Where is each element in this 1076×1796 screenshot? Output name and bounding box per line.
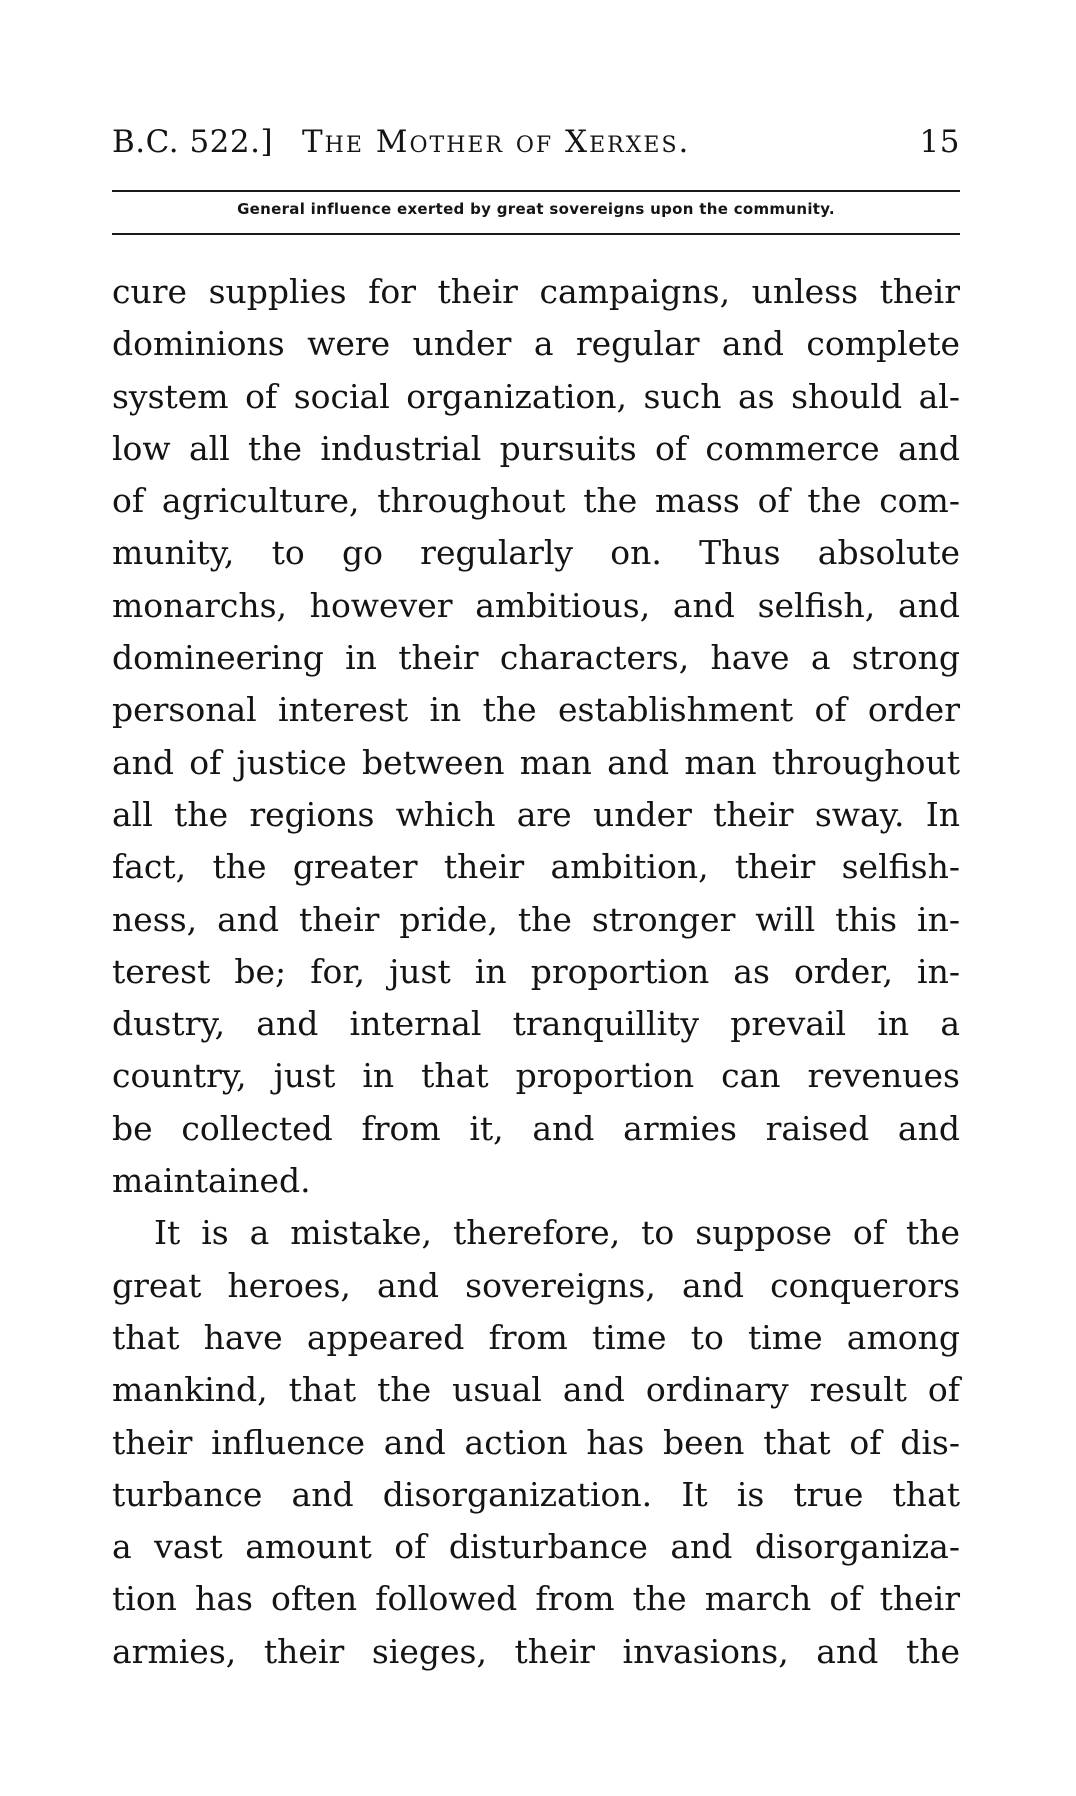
header-rule-bottom [112,233,960,235]
text-line: maintained. [112,1161,311,1201]
text-line: country, just in that proportion can revenues [112,1056,960,1096]
page-summary: General influence exerted by great sovereigns upon the community. [237,200,835,218]
body-text [112,266,960,1678]
text-line: of agriculture, throughout the mass of the com- [112,481,960,521]
paragraph-2 [112,1207,960,1678]
text-line: dominions were under a regular and complete [112,324,960,364]
text-line: low all the industrial pursuits of commerce and [112,428,960,468]
paragraph-1 [112,266,960,1207]
text-line: It is a mistake, therefore, to suppose of the [154,1213,960,1253]
text-line: mankind, that the usual and ordinary result of [112,1370,960,1410]
header-rule-top [112,190,960,192]
text-line: a vast amount of disturbance and disorganiza- [112,1527,960,1567]
text-line: monarchs, however ambitious, and selfish, and [112,585,960,625]
text-line: that have appeared from time to time among [112,1317,960,1357]
text-line: great heroes, and sovereigns, and conquerors [112,1265,960,1305]
running-head [112,124,960,176]
text-line: personal interest in the establishment of order [112,690,960,730]
text-line: turbance and disorganization. It is true that [112,1474,960,1514]
section-marker: B.C. 522.] [112,124,274,160]
text-line: ness, and their pride, the stronger will this in- [112,899,960,939]
text-line: all the regions which are under their sway. In [112,794,960,834]
text-line: system of social organization, such as should al- [112,376,960,416]
text-line: their influence and action has been that of dis- [112,1422,960,1462]
text-line: tion has often followed from the march of their [112,1579,960,1619]
page-number: 15 [919,124,960,160]
text-line: cure supplies for their campaigns, unless their [112,272,960,311]
text-line: terest be; for, just in proportion as order, in- [112,951,960,991]
text-line: be collected from it, and armies raised and [112,1108,960,1148]
text-line: munity, to go regularly on. Thus absolute [112,533,960,573]
text-line: and of justice between man and man throughout [112,742,960,782]
text-line: armies, their sieges, their invasions, and the [112,1631,960,1671]
text-line: dustry, and internal tranquillity prevail in a [112,1004,960,1044]
text-line: fact, the greater their ambition, their selfish- [112,847,960,887]
text-line: domineering in their characters, have a strong [112,638,960,678]
running-title: The Mother of Xerxes. [302,124,691,160]
